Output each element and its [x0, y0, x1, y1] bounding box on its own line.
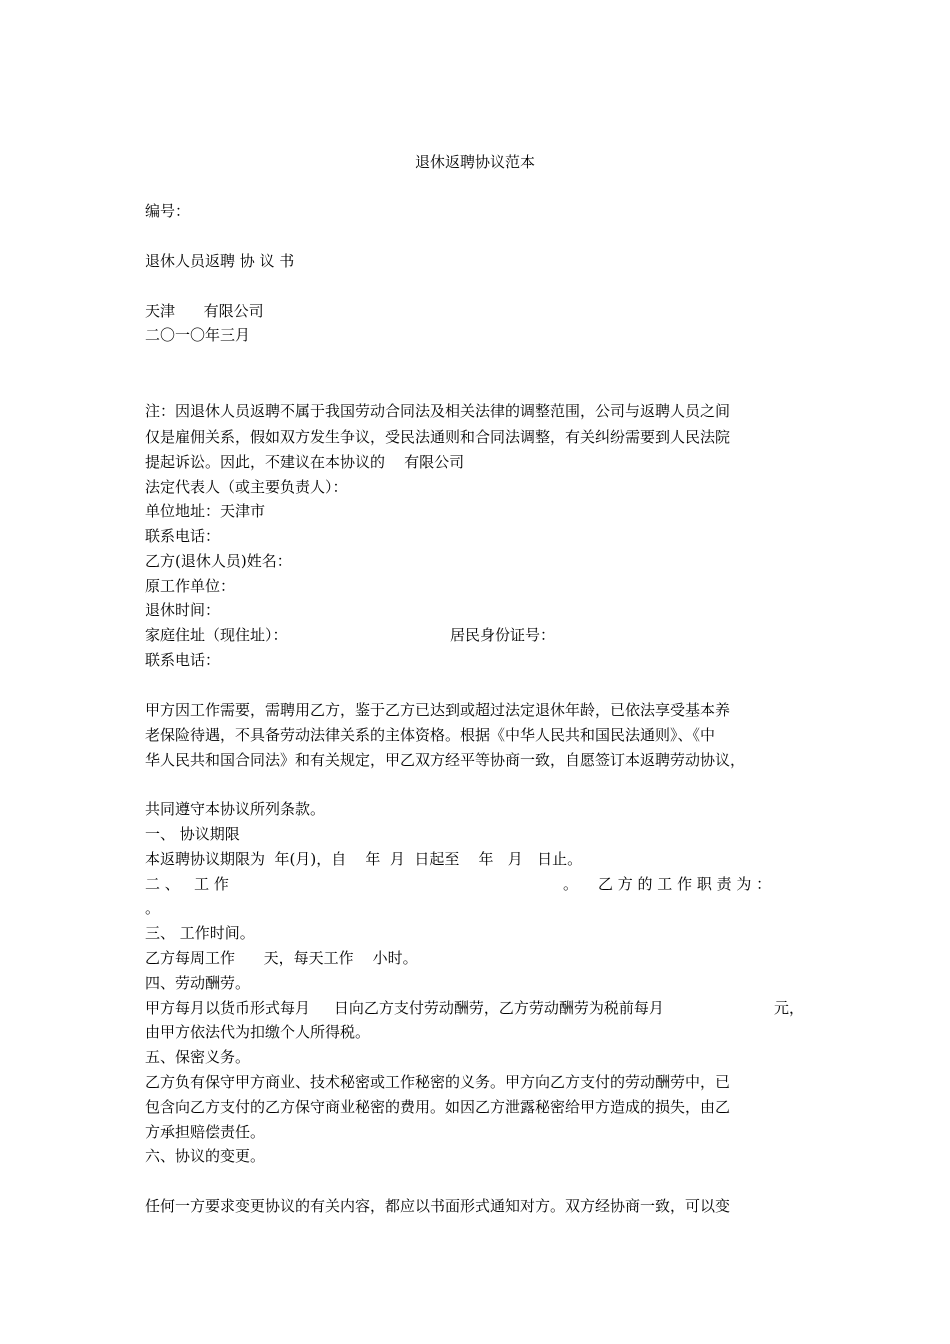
- id-number-field: 居民身份证号：: [450, 626, 556, 644]
- clause-5-line: 乙方负有保守甲方商业、技术秘密或工作秘密的义务。甲方向乙方支付的劳动酬劳中，已: [145, 1073, 731, 1091]
- original-unit-field: 原工作单位：: [145, 577, 236, 595]
- number-label: 编号：: [145, 202, 191, 220]
- home-address-field: 家庭住址（现住址）：: [145, 626, 288, 644]
- note-line: 仅是雇佣关系，假如双方发生争议，受民法通则和合同法调整，有关纠纷需要到人民法院: [145, 428, 731, 446]
- clause-4-unit: 元，: [774, 999, 805, 1017]
- company-line: 天津 有限公司: [145, 302, 264, 320]
- clause-5-title: 五、保密义务。: [145, 1048, 251, 1066]
- company-phone-field: 联系电话：: [145, 527, 221, 545]
- note-line: 提起诉讼。因此，不建议在本协议的 有限公司: [145, 453, 465, 471]
- clause-3-title: 三、 工作时间。: [145, 924, 255, 942]
- company-address-field: 单位地址：天津市: [145, 502, 266, 520]
- retire-time-field: 退休时间：: [145, 601, 221, 619]
- clause-2-duties: 乙 方 的 工 作 职 责 为 ：: [598, 875, 772, 893]
- clause-5-line: 包含向乙方支付的乙方保守商业秘密的费用。如因乙方泄露秘密给甲方造成的损失，由乙: [145, 1098, 731, 1116]
- party-b-phone-field: 联系电话：: [145, 651, 221, 669]
- document-title: 退休返聘协议范本: [414, 153, 535, 171]
- clause-2-end: 。: [145, 899, 161, 917]
- preamble-line: 老保险待遇，不具备劳动法律关系的主体资格。根据《中华人民共和国民法通则》、《中: [145, 726, 716, 744]
- clause-6-title: 六、协议的变更。: [145, 1147, 266, 1165]
- clause-2-period: 。: [563, 875, 579, 893]
- agreement-name: 退休人员返聘 协 议 书: [145, 252, 295, 270]
- clause-2-label: 二 、 工 作: [145, 875, 229, 893]
- clause-1-text: 本返聘协议期限为 年(月)，自 年 月 日起至 年 月 日止。: [145, 850, 583, 868]
- clause-6-text: 任何一方要求变更协议的有关内容，都应以书面形式通知对方。双方经协商一致，可以变: [145, 1197, 731, 1215]
- preamble-line: 华人民共和国合同法》和有关规定，甲乙双方经平等协商一致，自愿签订本返聘劳动协议，: [145, 751, 746, 769]
- clause-4-text: 甲方每月以货币形式每月 日向乙方支付劳动酬劳，乙方劳动酬劳为税前每月: [145, 999, 664, 1017]
- preamble-end: 共同遵守本协议所列条款。: [145, 800, 326, 818]
- clause-1-title: 一、 协议期限: [145, 825, 240, 843]
- clause-5-line: 方承担赔偿责任。: [145, 1123, 266, 1141]
- clause-4-text-2: 由甲方依法代为扣缴个人所得税。: [145, 1023, 371, 1041]
- note-line: 注：因退休人员返聘不属于我国劳动合同法及相关法律的调整范围，公司与返聘人员之间: [145, 402, 731, 420]
- date-line: 二〇一〇年三月: [145, 326, 251, 344]
- clause-3-text: 乙方每周工作 天，每天工作 小时。: [145, 949, 418, 967]
- preamble-line: 甲方因工作需要，需聘用乙方，鉴于乙方已达到或超过法定退休年龄，已依法享受基本养: [145, 701, 731, 719]
- legal-rep-field: 法定代表人（或主要负责人）：: [145, 478, 348, 496]
- party-b-name-field: 乙方(退休人员)姓名：: [145, 552, 292, 570]
- clause-4-title: 四、劳动酬劳。: [145, 974, 251, 992]
